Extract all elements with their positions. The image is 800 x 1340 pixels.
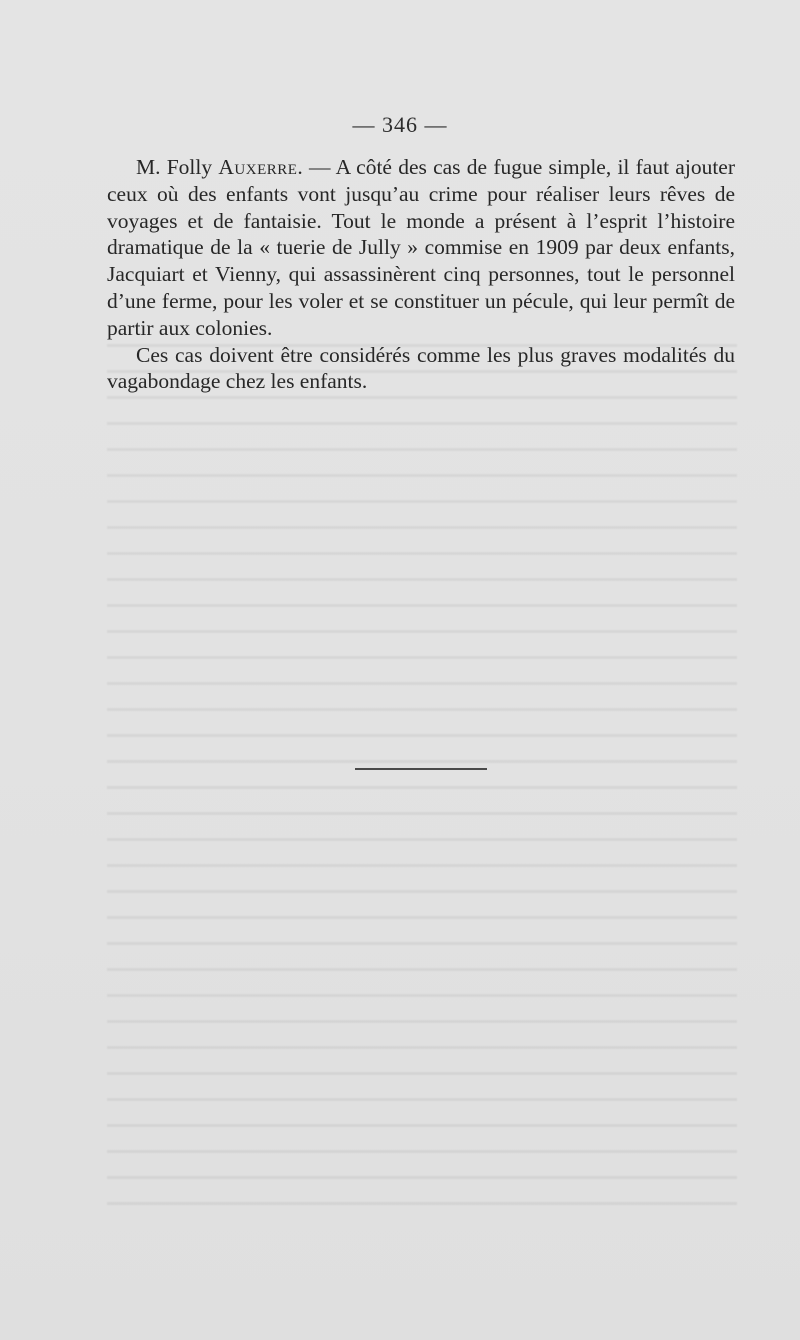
paragraph-conclusion: Ces cas doivent être considérés comme les plus graves modalités du vagabondage chez les enfants. bbox=[107, 342, 735, 394]
body-text bbox=[107, 154, 735, 395]
paragraph-speech bbox=[107, 154, 735, 342]
paragraph-1-text: . — A côté des cas de fugue simple, il faut ajouter ceux où des enfants vont jusqu’au crime pour réaliser leurs rêves de voyages et de fantaisie. Tout le monde a présent à l’esprit l’histoire dramatique de la « tuerie de Jully » commise en 1909 par deux enfants, Jacquiart et Vienny, qui assassinèrent cinq personnes, tout le personnel d’une ferme, pour les voler et se constituer un pécule, qui leur permît de partir aux colonies. bbox=[107, 155, 735, 340]
bleed-through-texture bbox=[107, 330, 737, 1210]
speaker-city: Auxerre bbox=[218, 155, 298, 179]
section-divider-rule bbox=[355, 768, 487, 770]
page-number: — 346 — bbox=[352, 112, 448, 137]
speaker-name: M. Folly bbox=[136, 155, 219, 179]
